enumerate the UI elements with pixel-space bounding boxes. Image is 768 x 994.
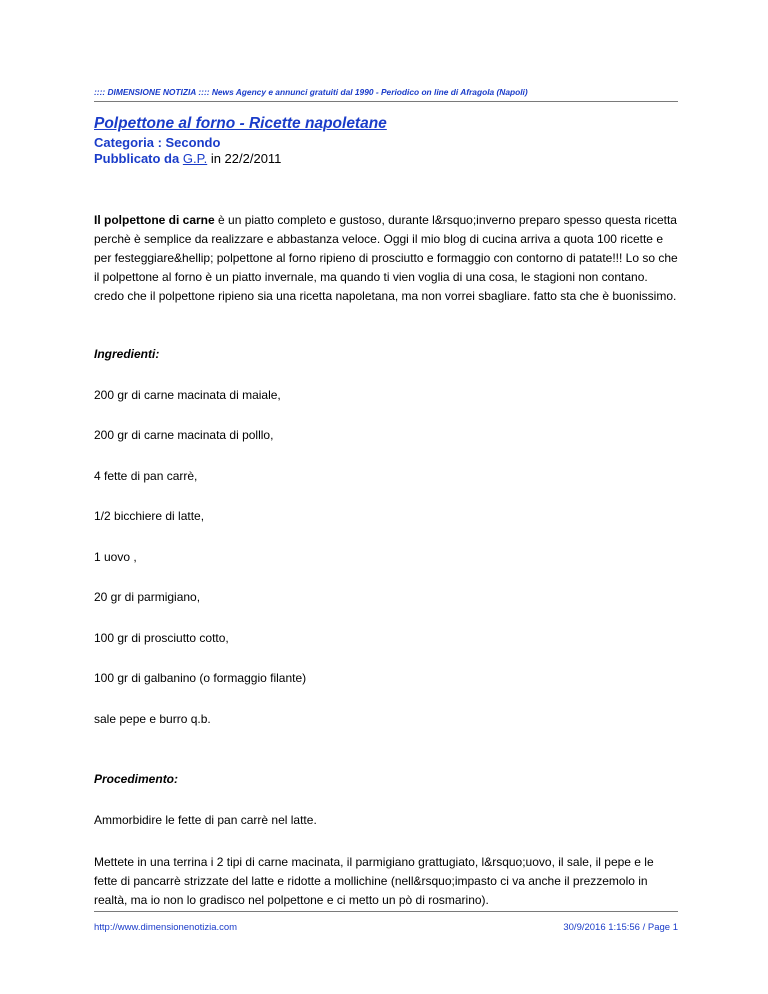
ingredients-heading: Ingredienti: [94,347,160,361]
procedure-heading: Procedimento: [94,772,179,786]
author-link[interactable]: G.P. [182,151,208,166]
article-byline [94,151,281,166]
footer-divider [94,911,678,912]
article-category [94,135,220,150]
document-page [94,0,678,994]
header-divider [94,101,678,102]
site-header-line: :::: DIMENSIONE NOTIZIA :::: News Agency e annunci gratuiti dal 1990 - Periodico on line di Afragola (Napoli) [94,87,528,97]
procedure-step: Ammorbidire le fette di pan carrè nel latte. [94,813,317,827]
published-label: Pubblicato da [94,151,180,166]
ingredient-item: 1/2 bicchiere di latte, [94,509,205,523]
ingredient-item: 200 gr di carne macinata di polllo, [94,428,274,442]
intro-text: è un piatto completo e gustoso, durante l&rsquo;inverno preparo spesso questa ricetta perchè è semplice da realizzare e abbastanza veloce. Oggi il mio blog di cucina arriva a quota 100 ricette e per festeggiare&hellip; polpettone al forno ripieno di prosciutto e formaggio con contorno di patate!!! Lo so che il polpettone al forno è un piatto invernale, ma quando ti vien voglia di una cosa, le stagioni non contano. credo che il polpettone ripieno sia una ricetta napoletana, ma non vorrei sbagliare. fatto sta che è buonissimo. [94,213,678,303]
footer-site-url[interactable]: http://www.dimensionenotizia.com [94,922,238,933]
category-label: Categoria : Secondo [94,135,221,150]
intro-paragraph [94,211,678,306]
ingredient-item: 1 uovo , [94,550,137,564]
article-title[interactable]: Polpettone al forno - Ricette napoletane [94,115,387,132]
procedure-step: Mettete in una terrina i 2 tipi di carne macinata, il parmigiano grattugiato, l&rsquo;uovo, il sale, il pepe e le fette di pancarrè strizzate del latte e ridotte a mollichine (nell&rsquo;impasto ci va anche il prezzemolo in realtà, ma io non lo gradisco nel polpettone e ci metto un pò di rosmarino). [94,855,654,907]
intro-bold-text: Il polpettone di carne [94,213,215,227]
ingredient-item: sale pepe e burro q.b. [94,712,211,726]
ingredient-item: 4 fette di pan carrè, [94,469,198,483]
ingredient-item: 100 gr di galbanino (o formaggio filante) [94,671,307,685]
ingredient-item: 200 gr di carne macinata di maiale, [94,388,281,402]
ingredient-item: 20 gr di parmigiano, [94,590,201,604]
footer-page-info: 30/9/2016 1:15:56 / Page 1 [563,922,678,933]
publish-date: in 22/2/2011 [207,151,282,166]
ingredient-item: 100 gr di prosciutto cotto, [94,631,229,645]
